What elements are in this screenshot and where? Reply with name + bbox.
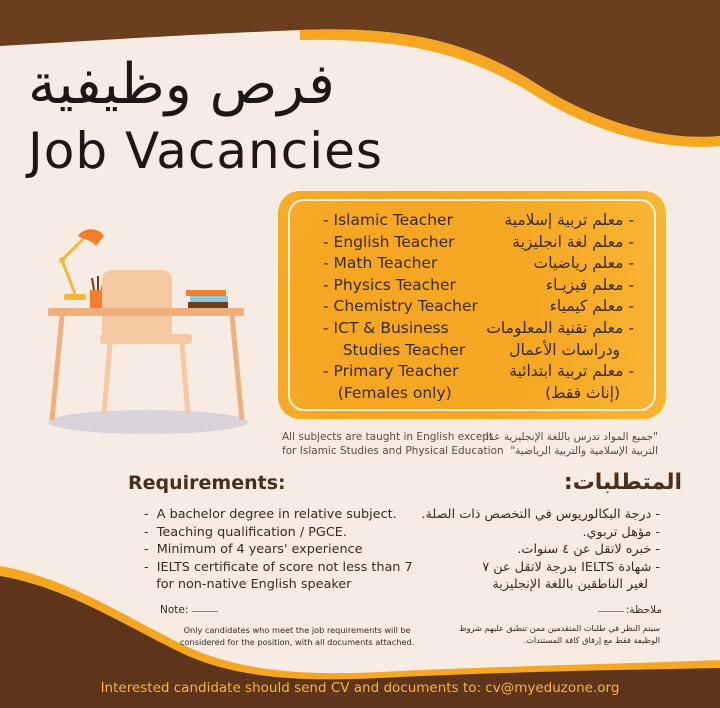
position-item: - معلم رياضيات <box>533 254 634 273</box>
note-divider-arabic <box>598 611 624 612</box>
note-text-arabic <box>459 622 660 646</box>
position-item: Studies Teacher <box>323 340 466 359</box>
position-item: - Chemistry Teacher <box>323 297 478 316</box>
position-item: - معلم تربية ابتدائية <box>509 362 634 381</box>
requirement-item: - شهادة IELTS بدرجة لاتقل عن ٧ <box>482 559 660 575</box>
note-line: سيتم النظر في طلبات المتقدمين ممن تنطبق عليهم شروط <box>459 623 660 633</box>
requirement-item: - Teaching qualification / PGCE. <box>144 524 347 540</box>
note-label-arabic: ملاحظة: <box>625 604 662 616</box>
position-item: (Females only) <box>323 383 452 402</box>
position-item: ودراسات الأعمال <box>509 340 620 359</box>
note-line: Only candidates who meet the job requirements will be <box>183 625 411 635</box>
requirement-item: - A bachelor degree in relative subject. <box>144 507 397 522</box>
title-arabic: فرص وظيفية <box>28 52 335 117</box>
requirements-title-arabic: المتطلبات: <box>563 470 682 495</box>
position-item: - معلم كيمياء <box>549 297 634 316</box>
requirement-item: - خبره لاتقل عن ٤ سنوات. <box>517 542 660 558</box>
position-item: (إناث فقط) <box>545 383 620 402</box>
requirement-item: for non-native English speaker <box>144 577 352 593</box>
requirement-item: - مؤهل تربوي. <box>582 524 660 540</box>
note-text-english <box>180 624 414 648</box>
subjects-note-line: for Islamic Studies and Physical Education <box>282 445 504 457</box>
position-item: - Math Teacher <box>323 254 438 273</box>
subjects-note-line: All subjects are taught in English except <box>282 431 493 443</box>
requirement-item: لغير الناطقين باللغة الإنجليزية <box>492 577 648 593</box>
subjects-note-arabic <box>486 430 658 458</box>
title-english: Job Vacancies <box>28 122 383 180</box>
desk-illustration <box>40 224 260 440</box>
requirement-item: - Minimum of 4 years' experience <box>144 542 363 558</box>
position-item: - Primary Teacher <box>323 362 459 381</box>
requirements-title: Requirements: <box>128 472 286 494</box>
contact-line: Interested candidate should send CV and documents to: cv@myeduzone.org <box>100 680 620 696</box>
note-line: الوظيفة فقط مع إرفاق كافة المستندات. <box>523 635 660 645</box>
position-item: - English Teacher <box>323 232 455 251</box>
subjects-note-line: "جميع المواد تدرس باللغة الإنجليزية عدا <box>485 431 658 443</box>
position-item: - معلم تقنية المعلومات <box>486 318 634 337</box>
requirements-list-arabic <box>421 506 660 594</box>
position-item: - ICT & Business <box>323 318 449 337</box>
requirements-list-english <box>144 506 413 594</box>
subjects-note-line: التربية الإسلامية والتربية الرياضية" <box>510 445 658 457</box>
position-item: - معلم لغة انجليزية <box>512 232 634 251</box>
requirement-item: - IELTS certificate of score not less than 7 <box>144 559 413 575</box>
position-item: - Physics Teacher <box>323 275 456 294</box>
position-item: - معلم تربية إسلامية <box>504 211 634 229</box>
position-item: - معلم فيزيـاء <box>545 275 634 294</box>
books-icon <box>186 290 228 308</box>
note-divider <box>192 611 218 612</box>
note-label: Note: <box>160 604 189 616</box>
chair-icon <box>100 270 192 414</box>
position-item: - Islamic Teacher <box>323 211 453 229</box>
note-line: considered for the position, with all documents attached. <box>180 637 415 647</box>
floor-shadow <box>48 410 248 434</box>
positions-list-arabic <box>444 210 634 404</box>
requirement-item: - درجة البكالوريوس في التخصص ذات الصلة. <box>421 507 660 522</box>
subjects-note-english <box>282 430 504 458</box>
